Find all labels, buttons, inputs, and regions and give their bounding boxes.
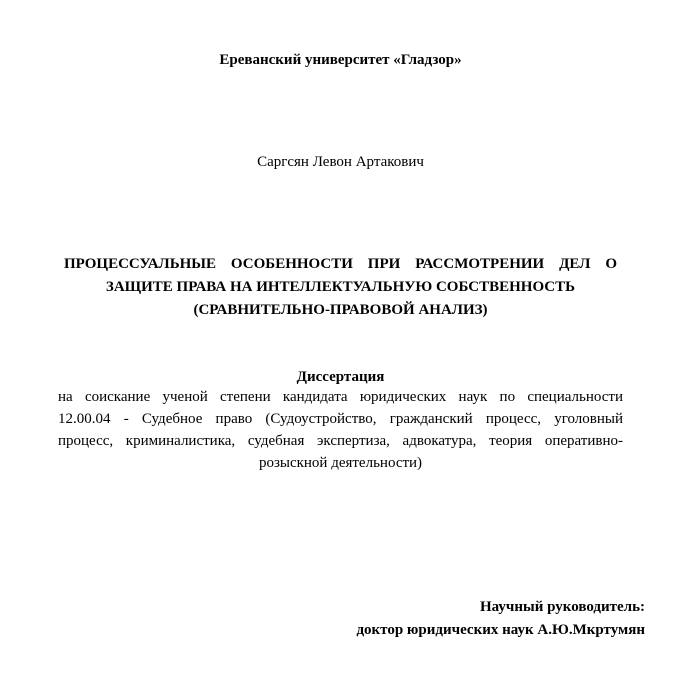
degree-line-3: процесс, криминалистика, судебная экспертиза, адвокатура, теория оперативно- (58, 433, 623, 449)
dissertation-title (40, 253, 641, 322)
university-name: Ереванский университет «Гладзор» (219, 52, 462, 68)
supervisor-block (356, 596, 645, 642)
supervisor-label: Научный руководитель: (480, 599, 645, 615)
degree-line-4: розыскной деятельности) (258, 455, 423, 471)
degree-line-1: на соискание ученой степени кандидата юридических наук по специальности (58, 389, 623, 405)
title-line-3: (СРАВНИТЕЛЬНО-ПРАВОВОЙ АНАЛИЗ) (193, 302, 488, 318)
author-name: Саргсян Левон Артакович (257, 154, 424, 170)
supervisor-name: доктор юридических наук А.Ю.Мкртумян (356, 622, 645, 638)
degree-description (58, 386, 623, 474)
title-line-1: ПРОЦЕССУАЛЬНЫЕ ОСОБЕННОСТИ ПРИ РАССМОТРЕНИИ ДЕЛ О (64, 256, 617, 272)
work-type-heading: Диссертация (296, 369, 385, 385)
degree-line-2: 12.00.04 - Судебное право (Судоустройство, гражданский процесс, уголовный (58, 411, 623, 427)
title-line-2: ЗАЩИТЕ ПРАВА НА ИНТЕЛЛЕКТУАЛЬНУЮ СОБСТВЕННОСТЬ (105, 279, 576, 295)
